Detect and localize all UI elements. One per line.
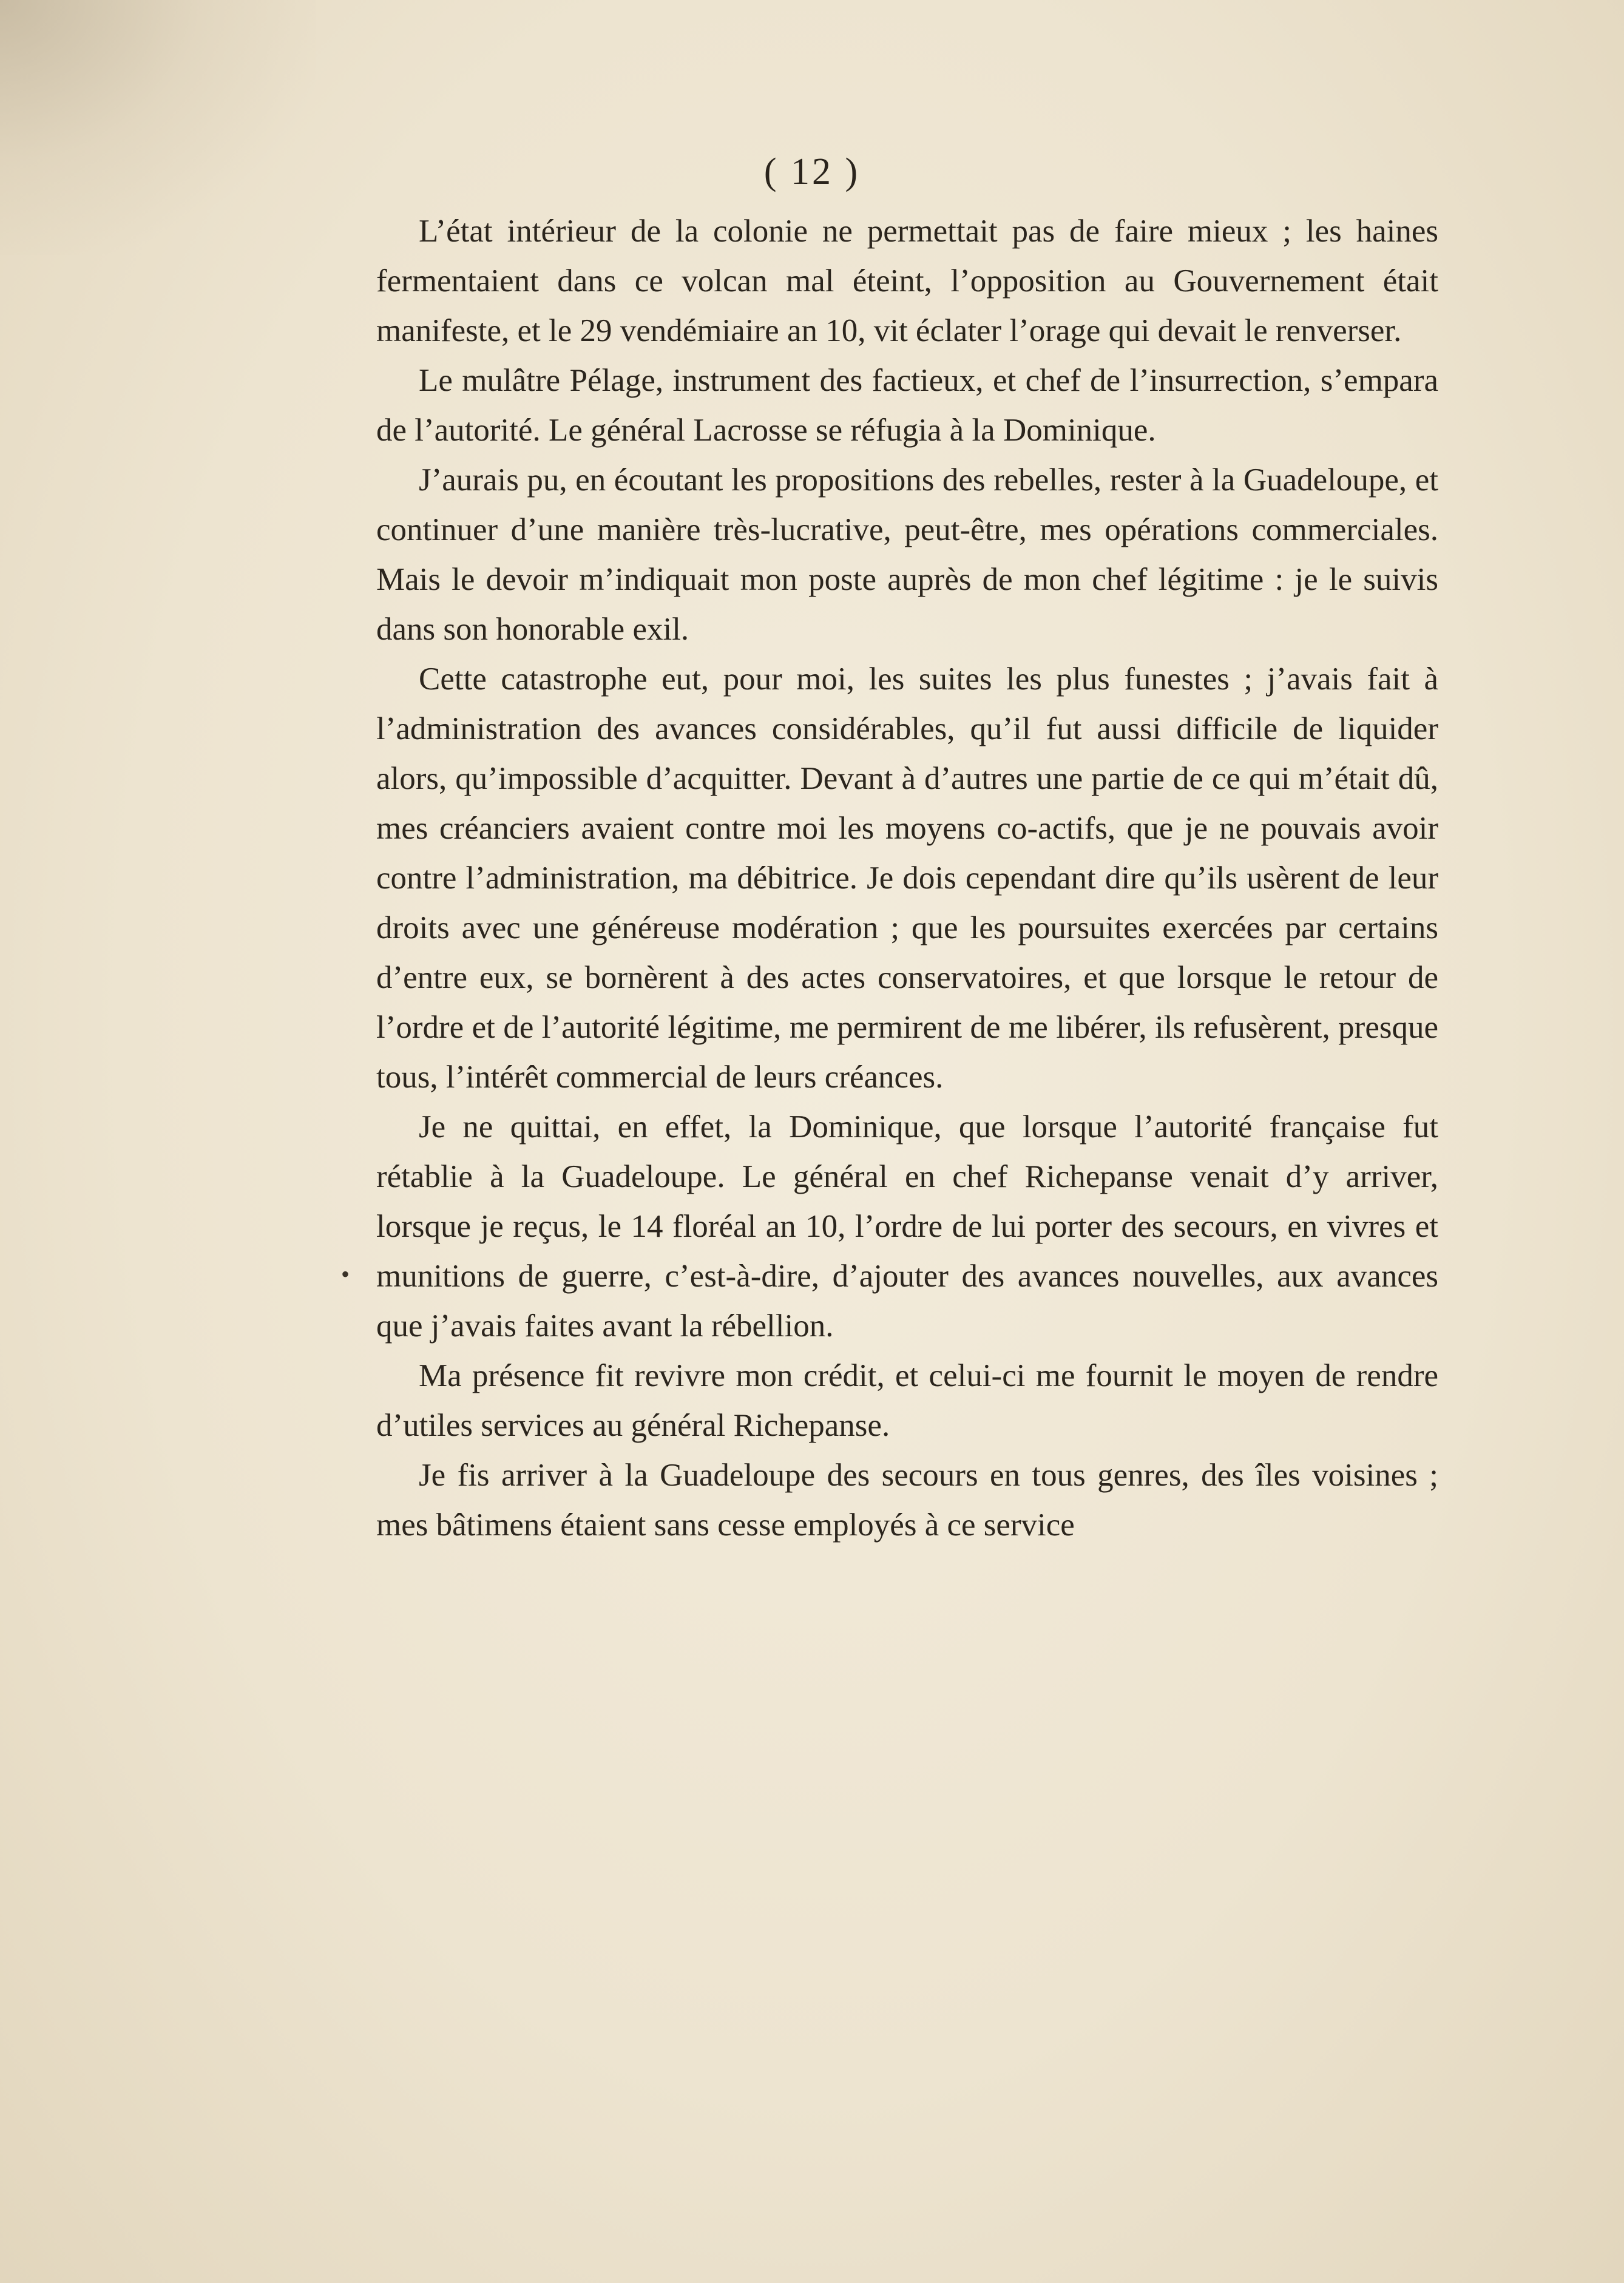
body-text xyxy=(376,206,1438,1550)
paragraph: Je ne quittai, en effet, la Dominique, que lorsque l’autorité française fut rétablie à la Guadeloupe. Le général en chef Richepanse venait d’y arriver, lorsque je reçus, le 14 floréal an 10, l’ordre de lui porter des secours, en vivres et munitions de guerre, c’est-à-dire, d’ajouter des avances nouvelles, aux avances que j’avais faites avant la rébellion. xyxy=(376,1109,1438,1344)
paragraph: Cette catastrophe eut, pour moi, les suites les plus funestes ; j’avais fait à l’administration des avances considérables, qu’il fut aussi difficile de liquider alors, qu’impossible d’acquitter. Devant à d’autres une partie de ce qui m’était dû, mes créanciers avaient contre moi les moyens co-actifs, que je ne pouvais avoir contre l’administration, ma débitrice. Je dois cependant dire qu’ils usèrent de leur droits avec une généreuse modération ; que les poursuites exercées par certains d’entre eux, se bornèrent à des actes conservatoires, et que lorsque le retour de l’ordre et de l’autorité légitime, me permirent de me libérer, ils refusèrent, presque tous, l’intérêt commercial de leurs créances. xyxy=(376,661,1438,1095)
paragraph: L’état intérieur de la colonie ne permettait pas de faire mieux ; les haines fermentaient dans ce volcan mal éteint, l’opposition au Gouvernement était manifeste, et le 29 vendémiaire an 10, vit éclater l’orage qui devait le renverser. xyxy=(376,214,1438,348)
paragraph: Je fis arriver à la Guadeloupe des secours en tous genres, des îles voisines ; mes bâtimens étaient sans cesse employés à ce service xyxy=(376,1458,1438,1543)
paragraph: J’aurais pu, en écoutant les propositions des rebelles, rester à la Guadeloupe, et continuer d’une manière très-lucrative, peut-être, mes opérations commerciales. Mais le devoir m’indiquait mon poste auprès de mon chef légitime : je le suivis dans son honorable exil. xyxy=(376,462,1438,647)
margin-mark: • xyxy=(341,1260,350,1288)
page-number: ( 12 ) xyxy=(763,151,861,192)
paragraph: Le mulâtre Pélage, instrument des factieux, et chef de l’insurrection, s’empara de l’autorité. Le général Lacrosse se réfugia à la Dominique. xyxy=(376,363,1438,448)
paper-stain xyxy=(0,0,316,255)
paragraph: Ma présence fit revivre mon crédit, et celui-ci me fournit le moyen de rendre d’utiles services au général Richepanse. xyxy=(376,1358,1438,1443)
